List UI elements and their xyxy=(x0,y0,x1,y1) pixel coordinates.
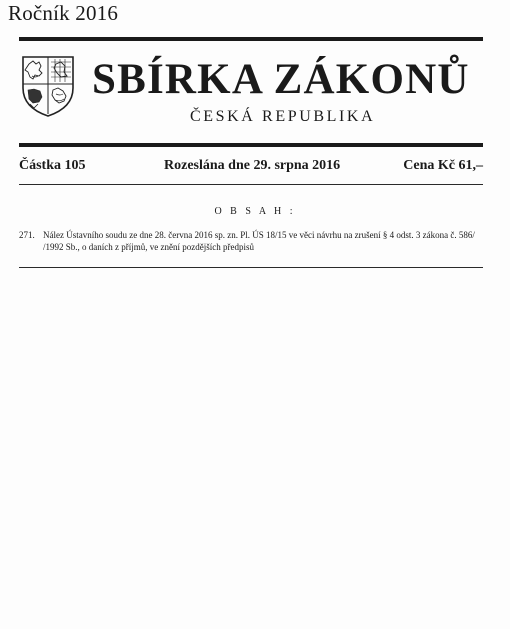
contents-item-text xyxy=(43,229,483,253)
issue-info-row xyxy=(19,156,483,176)
contents-bottom-rule xyxy=(19,267,483,268)
publication-subtitle: ČESKÁ REPUBLIKA xyxy=(190,108,376,125)
issue-row-rule xyxy=(19,184,483,185)
contents-item-number: 271. xyxy=(19,230,35,240)
contents-item-line: Nález Ústavního soudu ze dne 28. června 2016 sp. zn. Pl. ÚS 18/15 ve věci návrhu na zrušení § 4 odst. 3 zákona č. 586/ xyxy=(43,230,475,240)
czech-coat-of-arms-icon xyxy=(20,54,76,118)
issue-distribution-date: Rozeslána dne 29. srpna 2016 xyxy=(164,158,341,173)
contents-heading: O B S A H : xyxy=(214,206,296,217)
masthead-bottom-rule xyxy=(19,143,483,147)
publication-title: SBÍRKA ZÁKONŮ xyxy=(92,56,470,103)
issue-part: Částka 105 xyxy=(19,158,86,173)
issue-price: Cena Kč 61,– xyxy=(403,158,483,173)
top-rule xyxy=(19,37,483,41)
contents-item-line: /1992 Sb., o daních z příjmů, ve znění pozdějších předpisů xyxy=(43,242,254,252)
year-label: Ročník 2016 xyxy=(8,1,119,25)
